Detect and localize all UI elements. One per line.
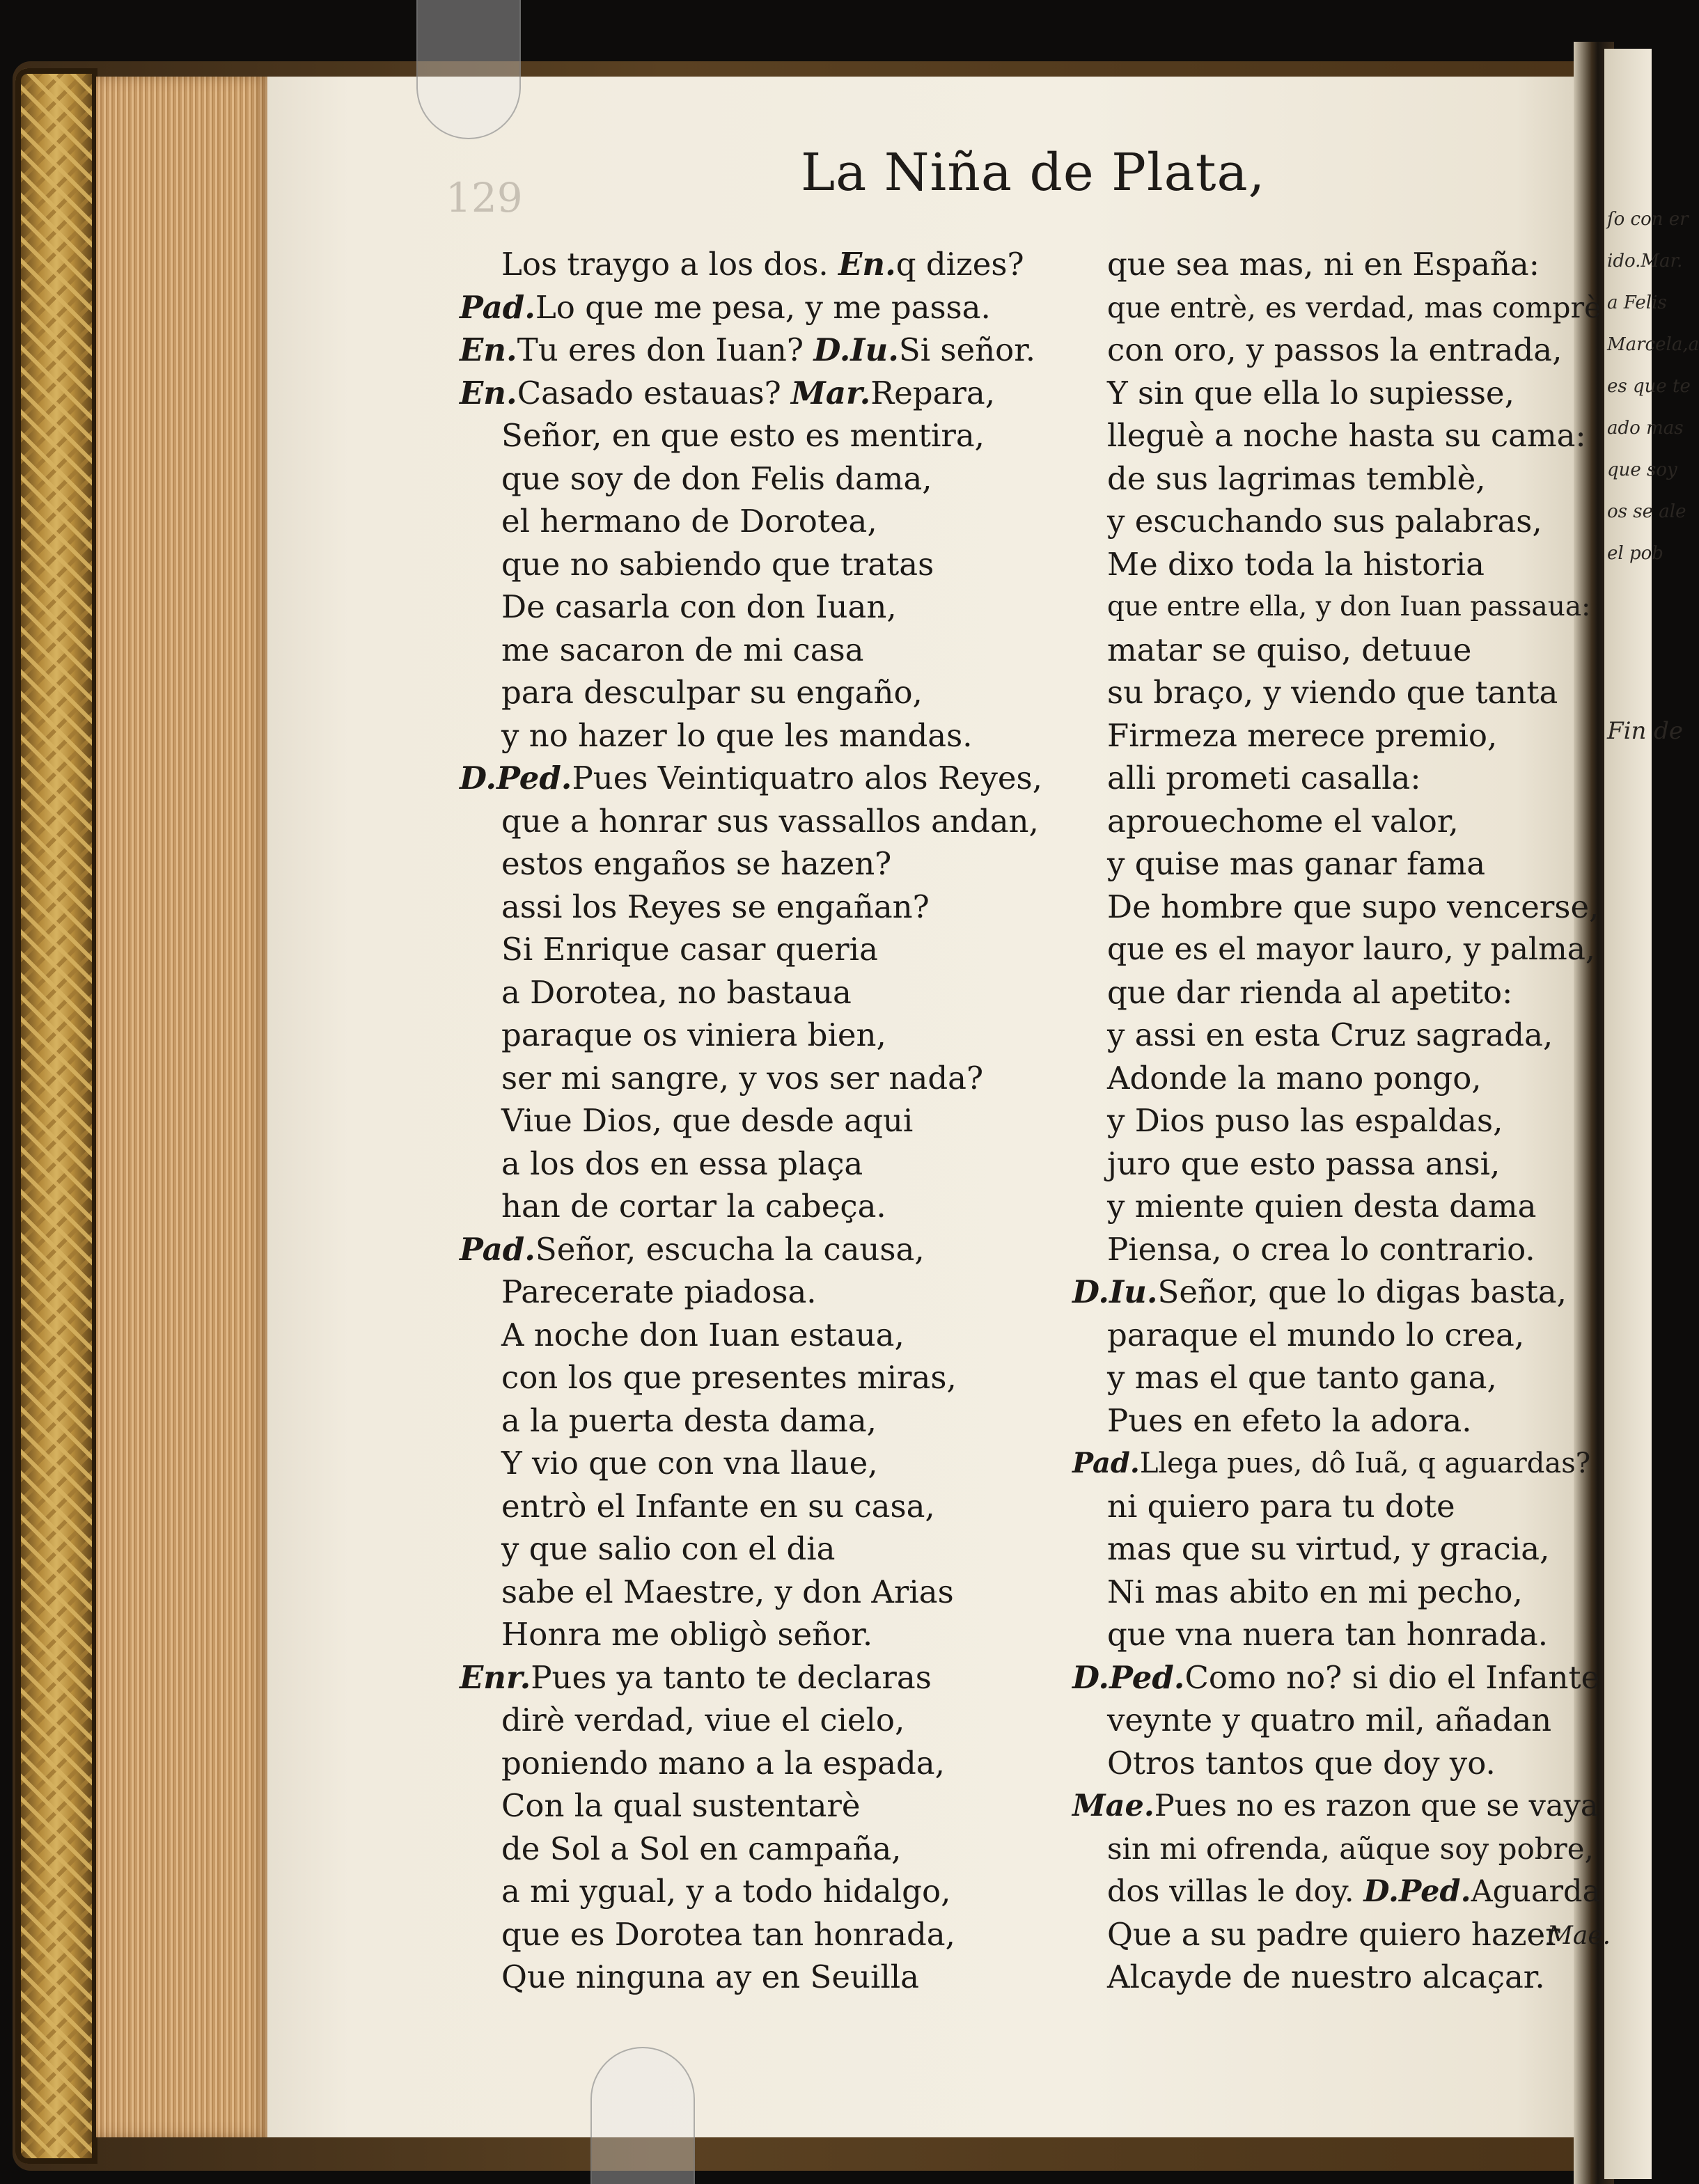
verse-line	[1107, 801, 1459, 842]
verse-line	[1107, 1229, 1535, 1271]
verse-line	[501, 1271, 817, 1313]
verse-text: mas que su virtud, y gracia,	[1107, 1530, 1550, 1567]
verse-text: con oro, y passos la entrada,	[1107, 331, 1563, 368]
verse-text: Honra me obligò señor.	[501, 1616, 873, 1653]
verse-text: que vna nuera tan honrada.	[1107, 1616, 1549, 1653]
verse-line	[501, 929, 878, 971]
verse-line	[1107, 1186, 1536, 1227]
next-page-line: Marcela,a	[1607, 334, 1699, 355]
verse-text: y miente quien desta dama	[1107, 1188, 1537, 1225]
verse-text: Pues Veintiquatro alos Reyes,	[572, 760, 1042, 796]
verse-text: De hombre que supo vencerse,	[1107, 888, 1599, 925]
verse-text: con los que presentes miras,	[501, 1359, 957, 1396]
verse-line	[1107, 1100, 1503, 1142]
show-through-page-number: 129	[446, 174, 523, 221]
verse-line	[501, 1357, 957, 1399]
verse-line	[501, 1186, 886, 1227]
verse-text: A noche don Iuan estaua,	[501, 1316, 905, 1353]
verse-line	[1107, 244, 1540, 285]
verse-line	[501, 1571, 954, 1613]
verse-text: que a honrar sus vassallos andan,	[501, 802, 1039, 840]
verse-text: juro que esto passa ansi,	[1107, 1145, 1501, 1182]
speaker-label: D.Ped.	[1363, 1874, 1471, 1909]
gilt-cover-border	[15, 68, 97, 2164]
verse-text: de Sol a Sol en campaña,	[501, 1830, 902, 1867]
verse-text: que es Dorotea tan honrada,	[501, 1915, 955, 1953]
verse-text: y mas el que tanto gana,	[1107, 1359, 1497, 1396]
verse-text: Con la qual sustentarè	[501, 1787, 861, 1824]
verse-text: Lo que me pesa, y me passa.	[535, 288, 991, 326]
speaker-label: En.	[838, 246, 896, 283]
verse-text: Piensa, o crea lo contrario.	[1107, 1230, 1535, 1268]
verse-text: Adonde la mano pongo,	[1107, 1059, 1482, 1097]
page-edges	[96, 77, 270, 2137]
verse-text: Que ninguna ay en Seuilla	[501, 1958, 919, 1995]
verse-text: Llega pues, dô Iuã, q aguardas?	[1139, 1447, 1591, 1479]
verse-text: Y sin que ella lo supiesse,	[1107, 374, 1514, 411]
verse-text: Firmeza merece premio,	[1107, 716, 1498, 754]
adjacent-page-fragment	[1604, 49, 1699, 2179]
verse-text: su braço, y viendo que tanta	[1107, 674, 1558, 711]
verse-text: Me dixo toda la historia	[1107, 545, 1485, 583]
verse-line	[1107, 415, 1586, 457]
verse-line	[501, 415, 985, 457]
verse-line	[501, 1528, 836, 1570]
verse-line	[1107, 1614, 1548, 1656]
speaker-label: Enr.	[460, 1658, 531, 1696]
verse-line	[1107, 501, 1542, 542]
verse-line	[1107, 1571, 1523, 1613]
speaker-label: D.Ped.	[1072, 1658, 1185, 1696]
verse-text: que entrè, es verdad, mas comprè	[1107, 290, 1602, 324]
verse-text: Parecerate piadosa.	[501, 1273, 817, 1310]
verse-line	[501, 1828, 901, 1870]
verse-line	[501, 1614, 872, 1656]
verse-text: para desculpar su engaño,	[501, 674, 923, 711]
next-page-line: ado mas	[1607, 418, 1684, 439]
verse-line	[1107, 629, 1471, 671]
verse-text: Como no? si dio el Infante	[1184, 1658, 1600, 1696]
verse-text: paraque el mundo lo crea,	[1107, 1316, 1525, 1353]
verse-text: De casarla con don Iuan,	[501, 588, 897, 625]
verse-text: me sacaron de mi casa	[501, 631, 864, 668]
verse-line	[501, 1785, 861, 1827]
verse-text: y Dios puso las espaldas,	[1107, 1102, 1503, 1139]
verse-text: dos villas le doy.	[1107, 1874, 1364, 1909]
next-page-line: que soy	[1607, 459, 1677, 480]
verse-text: y no hazer lo que les mandas.	[501, 716, 973, 754]
verse-line	[460, 1229, 925, 1271]
verse-line	[501, 1699, 905, 1741]
page-holder-clip-top	[416, 0, 521, 139]
speaker-label: Pad.	[460, 288, 535, 326]
verse-text: alli prometi casalla:	[1107, 760, 1421, 796]
catchword: Mae.	[1547, 1922, 1611, 1950]
verse-line	[1107, 1528, 1549, 1570]
verse-line	[501, 1014, 886, 1056]
verse-text: Señor, en que esto es mentira,	[501, 417, 985, 454]
speaker-label: En.	[460, 374, 517, 411]
verse-text: Y vio que con vna llaue,	[501, 1445, 878, 1482]
verse-text: han de cortar la cabeça.	[501, 1188, 886, 1225]
verse-text: y escuchando sus palabras,	[1107, 503, 1542, 540]
verse-line	[1107, 929, 1595, 971]
verse-line	[1107, 1871, 1600, 1912]
verse-line	[1107, 544, 1485, 586]
verse-line	[501, 1314, 905, 1356]
verse-text: entrò el Infante en su casa,	[501, 1487, 935, 1525]
verse-line	[1107, 672, 1558, 714]
verse-text: Pues en efeto la adora.	[1107, 1401, 1472, 1439]
verse-line	[501, 672, 923, 714]
verse-line	[501, 1058, 983, 1099]
verse-text: estos engaños se hazen?	[501, 845, 892, 882]
running-title: La Niña de Plata,	[801, 143, 1266, 203]
verse-line	[1107, 715, 1497, 757]
verse-line	[501, 1400, 877, 1442]
verse-text: a mi ygual, y a todo hidalgo,	[501, 1873, 951, 1910]
verse-line	[501, 715, 973, 757]
verse-text: Que a su padre quiero hazer	[1107, 1915, 1560, 1953]
verse-text: a la puerta desta dama,	[501, 1401, 877, 1439]
verse-line	[1107, 1143, 1500, 1185]
verse-text: assi los Reyes se engañan?	[501, 888, 930, 925]
verse-line	[1072, 1271, 1567, 1313]
verse-text: y quise mas ganar fama	[1107, 845, 1486, 882]
next-page-line: el pob	[1607, 543, 1663, 564]
page-holder-clip-bottom	[590, 2047, 695, 2184]
verse-text: Señor, escucha la causa,	[535, 1230, 925, 1268]
verse-line	[501, 1443, 878, 1484]
verse-text: aprouechome el valor,	[1107, 802, 1459, 840]
verse-line	[1107, 1828, 1594, 1870]
speaker-label: En.	[460, 331, 517, 368]
verse-line	[460, 757, 1042, 799]
verse-line	[1107, 1014, 1553, 1056]
verse-line	[501, 1743, 945, 1784]
verse-line	[501, 244, 1024, 285]
verse-text: de sus lagrimas temblè,	[1107, 459, 1486, 497]
next-page-line: Fin de	[1607, 717, 1684, 745]
verse-text: Si Enrique casar queria	[501, 931, 878, 968]
verse-line	[501, 629, 864, 671]
verse-text: Repara,	[870, 374, 996, 411]
verse-line	[460, 1657, 932, 1699]
verse-text: que dar rienda al apetito:	[1107, 973, 1513, 1011]
verse-text: que soy de don Felis dama,	[501, 459, 932, 497]
next-page-line: os se ale	[1607, 501, 1686, 522]
verse-text: Ni mas abito en mi pecho,	[1107, 1573, 1523, 1610]
speaker-label: Mar.	[791, 374, 871, 411]
verse-line	[1107, 972, 1512, 1014]
verse-text: poniendo mano a la espada,	[501, 1744, 945, 1782]
verse-line	[501, 1143, 863, 1185]
verse-text: y assi en esta Cruz sagrada,	[1107, 1016, 1553, 1053]
verse-line	[1107, 329, 1562, 371]
verse-text: que no sabiendo que tratas	[501, 545, 934, 583]
verse-text: Pues ya tanto te declaras	[531, 1658, 932, 1696]
verse-line	[1107, 287, 1601, 329]
verse-text: Si señor.	[898, 331, 1036, 368]
verse-line	[501, 972, 852, 1014]
verse-line	[501, 843, 891, 885]
verse-line	[1107, 843, 1485, 885]
verse-line	[501, 1956, 919, 1998]
verse-line	[1107, 1743, 1496, 1784]
next-page-line: ſo con er	[1607, 209, 1689, 230]
verse-line	[1107, 1400, 1472, 1442]
verse-line	[501, 1914, 955, 1956]
verse-line	[1107, 757, 1421, 799]
verse-text: Viue Dios, que desde aqui	[501, 1102, 914, 1139]
verse-line	[1107, 1914, 1560, 1956]
verse-text: paraque os viniera bien,	[501, 1016, 886, 1053]
verse-text: q dizes?	[895, 246, 1024, 283]
verse-line	[1107, 586, 1590, 628]
verse-text: lleguè a noche hasta su cama:	[1107, 417, 1586, 454]
verse-text: que es el mayor lauro, y palma,	[1107, 932, 1595, 967]
speaker-label: D.Iu.	[1072, 1273, 1158, 1310]
verse-line	[501, 1100, 913, 1142]
verse-line	[501, 544, 934, 586]
verse-line	[1107, 1058, 1482, 1099]
verse-text: Alcayde de nuestro alcaçar.	[1107, 1958, 1545, 1995]
verse-line	[1072, 1443, 1590, 1484]
verse-text: ni quiero para tu dote	[1107, 1487, 1455, 1525]
verse-text: que sea mas, ni en España:	[1107, 246, 1540, 283]
verse-line	[501, 801, 1039, 842]
verse-line	[501, 886, 930, 928]
verse-text: ser mi sangre, y vos ser nada?	[501, 1059, 984, 1097]
verse-line	[460, 329, 1035, 371]
verse-line	[1072, 1785, 1599, 1827]
verse-text: Aguarda	[1471, 1874, 1601, 1909]
verse-text: Pues no es razon que se vaya	[1154, 1789, 1599, 1823]
verse-line	[1107, 458, 1486, 500]
verse-line	[1107, 1486, 1455, 1527]
verse-text: Tu eres don Iuan?	[517, 331, 814, 368]
verse-line	[501, 586, 897, 628]
verse-line	[1107, 1314, 1524, 1356]
verse-text: a los dos en essa plaça	[501, 1145, 863, 1182]
speaker-label: Pad.	[1072, 1447, 1140, 1479]
next-page-line: es que te	[1607, 376, 1691, 397]
verse-line	[1072, 1657, 1599, 1699]
next-page-line: a Felis	[1607, 292, 1667, 313]
verse-text: Otros tantos que doy yo.	[1107, 1744, 1496, 1782]
verse-line	[460, 287, 991, 329]
next-page-line: ido.Mar.	[1607, 251, 1683, 272]
verse-line	[460, 372, 995, 414]
speaker-label: Pad.	[460, 1230, 535, 1268]
verse-text: veynte y quatro mil, añadan	[1107, 1702, 1552, 1738]
verse-line	[1107, 372, 1514, 414]
verse-line	[501, 1486, 935, 1527]
verse-text: a Dorotea, no bastaua	[501, 973, 852, 1011]
verse-text: el hermano de Dorotea,	[501, 503, 877, 540]
verse-line	[501, 501, 877, 542]
verse-line	[1107, 1357, 1497, 1399]
verse-text: Señor, que lo digas basta,	[1157, 1273, 1567, 1310]
speaker-label: D.Iu.	[813, 331, 899, 368]
verse-text: y que salio con el dia	[501, 1530, 836, 1567]
verse-text: Casado estauas?	[517, 374, 792, 411]
verse-text: Los traygo a los dos.	[501, 246, 839, 283]
verse-line	[501, 1871, 950, 1912]
verse-line	[1107, 886, 1599, 928]
speaker-label: Mae.	[1072, 1789, 1154, 1823]
verse-text: que entre ella, y don Iuan passaua:	[1107, 591, 1591, 622]
verse-text: sin mi ofrenda, aũque soy pobre,	[1107, 1831, 1594, 1866]
speaker-label: D.Ped.	[460, 760, 572, 796]
verse-line	[1107, 1699, 1551, 1741]
verse-text: matar se quiso, detuue	[1107, 631, 1472, 668]
verse-line	[1107, 1956, 1545, 1998]
verse-text: sabe el Maestre, y don Arias	[501, 1573, 954, 1610]
verse-line	[501, 458, 932, 500]
verse-text: dirè verdad, viue el cielo,	[501, 1702, 905, 1738]
